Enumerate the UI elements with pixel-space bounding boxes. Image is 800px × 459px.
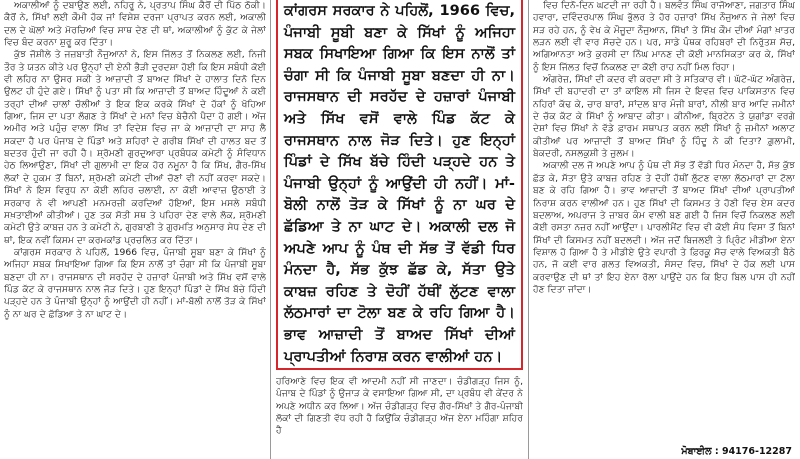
left-paragraph-1: ਅਕਾਲੀਆਂ ਨੂੰ ਦਬਾਉਣ ਲਈ, ਨਹਿਰੂ ਨੇ, ਪ੍ਰਤਾਪ ਸਿੰਘ ਕੈਰੋਂ ਦੀ ਪਿੱਠ ਠੋਕੀ। ਕੈਰੋਂ ਨੇ, ਸਿੱਖਾਂ ਲਈ ਕੌਮੀ ਹੱਕ ਜਾਂ ਵਿਸ਼ੇਸ਼ ਦਰਜਾ ਪ੍ਰਾਪਤ ਕਰਨ ਲਈ, ਅਕਾਲੀ ਦਲ ਦੇ ਘੋਲਾਂ ਅਤੇ ਮੋਰਚਿਆਂ ਵਿਚ ਸਾਥ ਦੇਣ ਦੀ ਥਾਂ, ਅਕਾਲੀਆਂ ਨੂੰ ਕੁੱਟ ਕੇ ਜੇਲਾਂ ਵਿਚ ਬੰਦ ਕਰਨਾ ਸ਼ੁਰੂ ਕਰ ਦਿੱਤਾ। — [4, 0, 266, 49]
center-paragraph: ਹਰਿਆਣੇ ਵਿਚ ਇਕ ਵੀ ਆਦਮੀ ਨਹੀਂ ਸੀ ਜਾਣਦਾ। ਚੰਡੀਗੜ੍ਹ ਜਿਸ ਨੂੰ, ਪੰਜਾਬ ਦੇ ਪਿੰਡਾਂ ਨੂੰ ਉਜਾੜ ਕੇ ਵਸਾਇਆ ਗਿਆ ਸੀ, ਦਾ ਪ੍ਰਬੰਧ ਵੀ ਕੇਂਦਰ ਨੇ ਅਪਣੇ ਅਧੀਨ ਕਰ ਲਿਆ। ਅੱਜ ਚੰਡੀਗੜ੍ਹ ਵਿਚ ਗੈਰ-ਸਿੱਖਾਂ ਤੇ ਗੈਰ-ਪੰਜਾਬੀ ਲੋਕਾਂ ਦੀ ਗਿਣਤੀ ਵੱਧ ਰਹੀ ਹੈ ਕਿਉਂਕਿ ਚੰਡੀਗੜ੍ਹ ਅੱਜ ਏਨਾ ਮਹਿੰਗਾ ਸ਼ਹਿਰ ਹੈ — [276, 376, 523, 437]
right-column — [533, 0, 795, 459]
center-column-text — [276, 376, 523, 459]
right-paragraph-3: ਅਕਾਲੀ ਦਲ ਜੋ ਅਪਣੇ ਆਪ ਨੂੰ ਪੰਥ ਦੀ ਸੱਭ ਤੋਂ ਵੱਡੀ ਧਿਰ ਮੰਨਦਾ ਹੈ, ਸੱਭ ਕੁੱਝ ਛੱਡ ਕੇ, ਸੱਤਾ ਉਤੇ ਕਾਬਜ਼ ਰਹਿਣ ਤੇ ਦੋਹੀਂ ਹੱਥੀਂ ਲੁੱਟਣ ਵਾਲਾ ਲੱਠਮਾਰਾਂ ਦਾ ਟੋਲਾ ਬਣ ਕੇ ਰਹਿ ਗਿਆ ਹੈ। ਭਾਵ ਆਜ਼ਾਦੀ ਤੋਂ ਬਾਅਦ ਸਿੱਖਾਂ ਦੀਆਂ ਪ੍ਰਾਪਤੀਆਂ ਨਿਰਾਸ਼ ਕਰਨ ਵਾਲੀਆਂ ਹਨ। ਹੁਣ ਸਿੱਖਾਂ ਦੀ ਕਿਸਮਤ ਤੇ ਹੋਣੀ ਵਿਚ ਏਸ ਕਦਰ ਬਦਲਾਅ, ਅਪਰਾਜ ਤੇ ਜ਼ਾਬਰ ਕੰਮ ਵਾਲੀ ਬਣ ਗਈ ਹੈ ਜਿਸ ਵਿਚੋਂ ਨਿਕਲਣ ਲਈ ਕੋਈ ਰਸਤਾ ਨਜ਼ਰ ਨਹੀਂ ਆਉਂਦਾ। ਪਾਰਲੀਮੈਂਟ ਵਿਚ ਵੀ ਕੋਈ ਸੰਧ ਵਿਸਾ ਤੋਂ ਬਿਨਾਂ ਸਿੱਖਾਂ ਦੀ ਕਿਸਮਤ ਨਹੀਂ ਬਦਲਦੀ। ਅੱਜ ਜਦੋਂ ਬਿਜਲਈ ਤੇ ਪ੍ਰਿੰਟ ਮੀਡੀਆ ਏਨਾ ਵਿਸ਼ਾਲ ਹੋ ਗਿਆ ਹੈ ਤੇ ਮੀਡੀਏ ਉਤੇ ਵਪਾਰੀ ਤੇ ਫ਼ਿਰਕੂ ਸੋਚ ਵਾਲੇ ਵਿਅਕਤੀ ਬੈਠੇ ਹਨ, ਜੋ ਕਈ ਵਾਰ ਗਲਤ ਵਿਅਕਤੀ, ਸੰਸਦ ਵਿਚ, ਸਿੱਖਾਂ ਦੇ ਹੱਕ ਲਈ ਪਾਸ ਕਰਵਾਉਣ ਦੀ ਥਾਂ ਤਾਂ ਇਹ ਏਨਾ ਰੋਲਾ ਪਾਉਂਦੇ ਹਨ ਕਿ ਇਹ ਬਿਲ ਪਾਸ ਹੀ ਨਹੀਂ ਹੋਣ ਦਿਤਾ ਜਾਂਦਾ। — [533, 160, 795, 295]
left-column — [4, 0, 266, 459]
column-divider-right — [528, 0, 529, 459]
right-paragraph-2: ਅੰਗਰੇਜ਼, ਸਿੱਖਾਂ ਦੀ ਕਦਰ ਵੀ ਕਰਦਾ ਸੀ ਤੇ ਸਤਿਕਾਰ ਵੀ। ਘੱਟੋ-ਘੱਟ ਅੰਗਰੇਜ਼, ਸਿੱਖਾਂ ਦੀ ਬਹਾਦਰੀ ਦਾ ਤਾਂ ਕਾਇਲ ਸੀ ਜਿਸ ਦੇ ਇਵਜ਼ ਵਿਚ ਪਾਕਿਸਤਾਨ ਵਿਚ ਨਹਿਰਾਂ ਕੱਢ ਕੇ, ਚਾਰ ਬਾਰਾਂ, ਸਾਂਦਲ ਬਾਰ ਮੰਜੀ ਬਾਰਾਂ, ਨੀਲੀ ਬਾਰ ਆਦਿ ਜਮੀਨਾਂ ਦੇ ਚੱਕ ਕੱਟ ਕੇ ਸਿੱਖਾਂ ਨੂੰ ਆਬਾਦ ਕੀਤਾ। ਕੀਨੀਆ, ਬ੍ਰਿਟੇਨ ਤੇ ਯੁਗਾਂਡਾ ਵਰਗੇ ਦੇਸ਼ਾਂ ਵਿਚ ਸਿੱਖਾਂ ਨੇ ਵੱਡੇ ਫ਼ਾਰਮ ਸਥਾਪਤ ਕਰਨ ਲਈ ਸਿੱਖਾਂ ਨੂੰ ਜ਼ਮੀਨਾਂ ਅਲਾਟ ਕੀਤੀਆਂ ਪਰ ਆਜ਼ਾਦੀ ਤੋਂ ਬਾਅਦ ਸਿੱਖਾਂ ਨੂੰ ਹਿੰਦੂ ਨੇ ਕੀ ਦਿਤਾ? ਗ਼ੁਲਾਮੀ, ਬੇਕਦਰੀ, ਨਸਲਕੁਸ਼ੀ ਤੇ ਜ਼ੁਲਮ। — [533, 74, 795, 160]
right-paragraph-1: ਵਿਚ ਦਿਨੋ-ਦਿਨ ਘਟਦੀ ਜਾ ਰਹੀ ਹੈ। ਬਲਵੰਤ ਸਿੰਘ ਰਾਜੋਆਣਾ, ਜਗਤਾਰ ਸਿੰਘ ਹਵਾਰਾ, ਦਵਿੰਦਰਪਾਲ ਸਿੰਘ ਭੁੱਲਰ ਤੇ ਹੋਰ ਹਜ਼ਾਰਾਂ ਸਿੱਖ ਨੌਜੁਆਨ ਜੇ ਜੇਲਾਂ ਵਿਚ ਸੜ ਰਹੇ ਹਨ, ਨੂੰ ਵੇਖ ਕੇ ਮੌਜੂਦਾ ਨੌਜੁਆਨ, ਸਿੱਖਾਂ ਤੇ ਸਿੱਖ ਕੌਮ ਦੀਆਂ ਮੰਗਾਂ ਖ਼ਾਤਰ ਲੜਨ ਲਈ ਵੀ ਵਾਰ ਸੋਚਦੇ ਹਨ। ਪਰ, ਸਾਡੇ ਪੰਥਕ ਰਹਿਬਰਾਂ ਦੀ ਨਿਰੁੱਤਸ਼ ਸੋਚ, ਅਗਿਆਨਤਾ ਅਤੇ ਕੁਰਸੀ ਦਾ ਨਿੱਘ ਮਾਨਣ ਦੀ ਕੋਈ ਮਾਨਸਿਕਤਾ ਕਰ ਕੇ, ਸਿੱਖਾਂ ਨੂੰ ਇਸ ਜਿੱਲਤ ਵਿਚੋਂ ਨਿਕਲਣ ਦਾ ਕੋਈ ਰਾਹ ਨਹੀਂ ਮਿਲ ਰਿਹਾ। — [533, 0, 795, 73]
left-paragraph-3: ਕਾਂਗਰਸ ਸਰਕਾਰ ਨੇ ਪਹਿਲੋਂ, 1966 ਵਿਚ, ਪੰਜਾਬੀ ਸੂਬਾ ਬਣਾ ਕੇ ਸਿੱਖਾਂ ਨੂੰ ਅਜਿਹਾ ਸਬਕ ਸਿਖਾਇਆ ਗਿਆ ਕਿ ਇਸ ਨਾਲੋਂ ਤਾਂ ਚੰਗਾ ਸੀ ਕਿ ਪੰਜਾਬੀ ਸੂਬਾ ਬਣਦਾ ਹੀ ਨਾ। ਰਾਜਸਥਾਨ ਦੀ ਸਰਹੱਦ ਦੇ ਹਜ਼ਾਰਾਂ ਪੰਜਾਬੀ ਅਤੇ ਸਿੱਖ ਵਸੋਂ ਵਾਲੇ ਪਿੰਡ ਕੱਟ ਕੇ ਰਾਜਸਥਾਨ ਨਾਲ ਜੋੜ ਦਿਤੇ। ਹੁਣ ਇਨ੍ਹਾਂ ਪਿੰਡਾਂ ਦੇ ਸਿੱਖ ਬੱਚੇ ਹਿੰਦੀ ਪੜ੍ਹਦੇ ਹਨ ਤੇ ਪੰਜਾਬੀ ਉਨ੍ਹਾਂ ਨੂੰ ਆਉਂਦੀ ਹੀ ਨਹੀਂ। ਮਾਂ-ਬੋਲੀ ਨਾਲੋਂ ਤੋੜ ਕੇ ਸਿੱਖਾਂ ਨੂੰ ਨਾ ਘਰ ਦੇ ਛੱਡਿਆ ਤੇ ਨਾ ਘਾਟ ਦੇ। — [4, 246, 266, 320]
left-paragraph-2: ਕੁੱਝ ਜੋਸ਼ੀਲੇ ਤੇ ਜਜ਼ਬਾਤੀ ਨੌਜੁਆਨਾਂ ਨੇ, ਇਸ ਜਿੱਲਤ ਤੋਂ ਨਿਕਲਣ ਲਈ, ਨਿਜੀ ਤੌਰ ਤੇ ਯਤਨ ਕੀਤੇ ਪਰ ਉਨ੍ਹਾਂ ਦੀ ਏਨੀ ਭੈੜੀ ਦੁਰਦਸ਼ਾ ਹੋਈ ਕਿ ਇਸ ਸਬੰਧੀ ਕੋਈ ਵੀ ਲਹਿਰ ਨਾ ਉਸਰ ਸਕੀ ਤੇ ਆਜ਼ਾਦੀ ਤੋਂ ਬਾਅਦ ਸਿੱਖਾਂ ਦੇ ਹਾਲਾਤ ਦਿਨੋ ਦਿਨ ਉਲਟ ਹੀ ਹੁੰਦੇ ਗਏ। ਸਿੱਖਾਂ ਨੂੰ ਪਤਾ ਸੀ ਕਿ ਆਜ਼ਾਦੀ ਤੋਂ ਬਾਅਦ ਹਿੰਦੂਆਂ ਨੇ ਕਈ ਤਰ੍ਹਾਂ ਦੀਆਂ ਚਾਲਾਂ ਚੱਲੀਆਂ ਤੇ ਇਕ ਇਕ ਕਰਕੇ ਸਿੱਖਾਂ ਦੇ ਹੱਕਾਂ ਨੂੰ ਖੋਹਿਆ ਗਿਆ, ਜਿਸ ਦਾ ਪਤਾ ਲੱਗਣ ਤੇ ਸਿੱਖਾਂ ਦੇ ਮਨਾਂ ਵਿਚ ਬੇਚੈਨੀ ਪੈਦਾ ਹੋ ਗਈ। ਅੱਜ ਅਮੀਰ ਅਤੇ ਪਹੁੰਚ ਵਾਲਾ ਸਿੱਖ ਤਾਂ ਵਿਦੇਸ਼ ਵਿਚ ਜਾ ਕੇ ਆਜ਼ਾਦੀ ਦਾ ਸਾਹ ਲੈ ਸਕਦਾ ਹੈ ਪਰ ਪੰਜਾਬ ਦੇ ਪਿੰਡਾਂ ਅਤੇ ਸ਼ਹਿਰਾਂ ਦੇ ਗਰੀਬ ਸਿੱਖਾਂ ਦੀ ਹਾਲਤ ਬਦ ਤੋਂ ਬਦਤਰ ਹੁੰਦੀ ਜਾ ਰਹੀ ਹੈ। ਸ਼੍ਰੋਮਣੀ ਗੁਰਦੁਆਰਾ ਪ੍ਰਬੰਧਕ ਕਮੇਟੀ ਨੂੰ ਸੰਵਿਧਾਨ ਹੇਠ ਲਿਆਉਣਾ, ਸਿੱਖਾਂ ਦੀ ਗੁਲਾਮੀ ਦਾ ਇਕ ਹੋਰ ਨਮੂਨਾ ਹੈ ਕਿ ਸਿੱਖ, ਗੈਰ-ਸਿੱਖ ਲੋਕਾਂ ਦੇ ਹੁਕਮ ਤੋਂ ਬਿਨਾਂ, ਸ਼੍ਰੋਮਣੀ ਕਮੇਟੀ ਦੀਆਂ ਚੋਣਾਂ ਵੀ ਨਹੀਂ ਕਰਵਾ ਸਕਦੇ। ਸਿੱਖਾਂ ਨੇ ਇਸ ਵਿਰੁਧ ਨਾ ਕੋਈ ਲਹਿਰ ਚਲਾਈ, ਨਾ ਕੋਈ ਆਵਾਜ਼ ਉਠਾਈ ਤੇ ਸਰਕਾਰ ਨੇ ਵੀ ਆਪਣੀ ਮਨਮਰਜ਼ੀ ਕਰਦਿਆਂ ਹੋਇਆਂ, ਇਸ ਮਸਲੇ ਸਬੰਧੀ ਸਖ਼ਤਾਈਆਂ ਕੀਤੀਆਂ। ਹੁਣ ਤਕ ਸੋਤੀ ਸਥ ਤੇ ਪਹਿਰਾ ਦੇਣ ਵਾਲੇ ਲੋਕ, ਸ਼੍ਰੋਮਣੀ ਕਮੇਟੀ ਉਤੇ ਕਾਬਜ਼ ਹਨ ਤੇ ਕਮੇਟੀ ਨੇ, ਗੁਰਬਾਣੀ ਤੇ ਗੁਰਮਤਿ ਅਨੁਸਾਰ ਸੇਧ ਦੇਣ ਦੀ ਥਾਂ, ਇਕ ਨਵੀਂ ਕਿਸਮ ਦਾ ਕਰਮਕਾਂਡ ਪ੍ਰਚਲਿਤ ਕਰ ਦਿੱਤਾ। — [4, 49, 266, 246]
column-divider-left — [270, 0, 271, 459]
author-mobile-number: ਮੋਬਾਈਲ : 94176-12287 — [677, 446, 792, 457]
pull-quote-box — [276, 0, 523, 370]
pull-quote-text: ਕਾਂਗਰਸ ਸਰਕਾਰ ਨੇ ਪਹਿਲੋਂ, 1966 ਵਿਚ, ਪੰਜਾਬੀ ਸੂਬੀ ਬਣਾ ਕੇ ਸਿੱਖਾਂ ਨੂੰ ਅਜਿਹਾ ਸਬਕ ਸਿਖਾਇਆ ਗਿਆ ਕਿ ਇਸ ਨਾਲੋਂ ਤਾਂ ਚੰਗਾ ਸੀ ਕਿ ਪੰਜਾਬੀ ਸੂਬਾ ਬਣਦਾ ਹੀ ਨਾ। ਰਾਜਸਥਾਨ ਦੀ ਸਰਹੱਦ ਦੇ ਹਜ਼ਾਰਾਂ ਪੰਜਾਬੀ ਅਤੇ ਸਿੱਖ ਵਸੋਂ ਵਾਲੇ ਪਿੰਡ ਕੱਟ ਕੇ ਰਾਜਸਥਾਨ ਨਾਲ ਜੋੜ ਦਿਤੇ। ਹੁਣ ਇਨ੍ਹਾਂ ਪਿੰਡਾਂ ਦੇ ਸਿੱਖ ਬੱਚੇ ਹਿੰਦੀ ਪੜ੍ਹਦੇ ਹਨ ਤੇ ਪੰਜਾਬੀ ਉਨ੍ਹਾਂ ਨੂੰ ਆਉਂਦੀ ਹੀ ਨਹੀਂ। ਮਾਂ-ਬੋਲੀ ਨਾਲੋਂ ਤੋੜ ਕੇ ਸਿੱਖਾਂ ਨੂੰ ਨਾ ਘਰ ਦੇ ਛੱਡਿਆ ਤੇ ਨਾ ਘਾਟ ਦੇ। ਅਕਾਲੀ ਦਲ ਜੋ ਅਪਣੇ ਆਪ ਨੂੰ ਪੰਥ ਦੀ ਸੱਭ ਤੋਂ ਵੱਡੀ ਧਿਰ ਮੰਨਦਾ ਹੈ, ਸੱਭ ਕੁੱਝ ਛੱਡ ਕੇ, ਸੱਤਾ ਉਤੇ ਕਾਬਜ਼ ਰਹਿਣ ਤੇ ਦੋਹੀਂ ਹੱਥੀਂ ਲੁੱਟਣ ਵਾਲਾ ਲੱਠਮਾਰਾਂ ਦਾ ਟੋਲਾ ਬਣ ਕੇ ਰਹਿ ਗਿਆ ਹੈ। ਭਾਵ ਆਜ਼ਾਦੀ ਤੋਂ ਬਾਅਦ ਸਿੱਖਾਂ ਦੀਆਂ ਪ੍ਰਾਪਤੀਆਂ ਨਿਰਾਸ਼ ਕਰਨ ਵਾਲੀਆਂ ਹਨ। — [284, 2, 515, 365]
